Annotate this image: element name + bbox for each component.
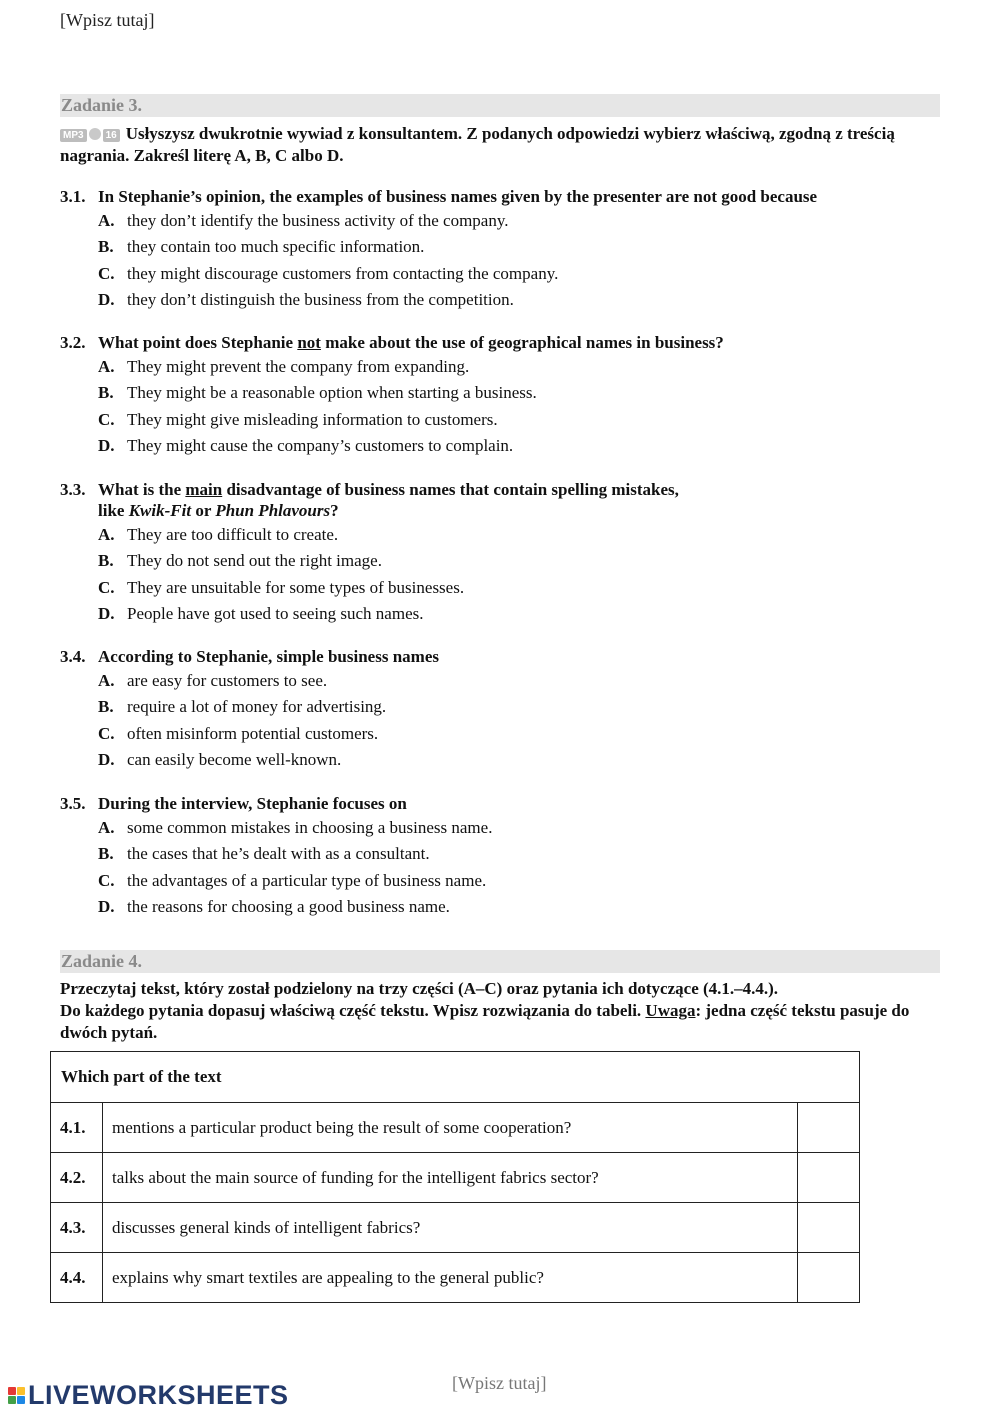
option-d[interactable]: D. can easily become well-known. [98, 749, 342, 769]
option-b[interactable]: B. they contain too much specific information. [98, 237, 425, 257]
question-3-1 [60, 186, 940, 313]
row-number: 4.1. [51, 1103, 103, 1153]
table-row [51, 1253, 860, 1303]
footer-placeholder[interactable]: [Wpisz tutaj] [452, 1373, 547, 1393]
table-header-row [51, 1052, 860, 1103]
question-stem: According to Stephanie, simple business names [98, 647, 439, 666]
question-number: 3.4. [60, 647, 86, 666]
task4-title: Zadanie 4. [60, 950, 940, 973]
header-placeholder[interactable]: [Wpisz tutaj] [60, 10, 155, 30]
row-question: explains why smart textiles are appealing to the general public? [103, 1253, 798, 1303]
option-b[interactable]: B. require a lot of money for advertising. [98, 697, 387, 717]
mp3-badge: MP3 [60, 129, 87, 142]
question-stem: In Stephanie’s opinion, the examples of business names given by the presenter are not good because [98, 187, 818, 206]
row-number: 4.4. [51, 1253, 103, 1303]
audio-track-icon [60, 122, 120, 144]
track-number: 16 [103, 129, 120, 142]
option-a[interactable]: A. They are too difficult to create. [98, 525, 339, 544]
table-row [51, 1203, 860, 1253]
question-number: 3.5. [60, 794, 86, 813]
option-c[interactable]: C. the advantages of a particular type of business name. [98, 870, 487, 890]
option-b[interactable]: B. They might be a reasonable option when starting a business. [98, 383, 537, 403]
row-question: mentions a particular product being the result of some cooperation? [103, 1103, 798, 1153]
row-number: 4.2. [51, 1153, 103, 1203]
task4-instruction: Przeczytaj tekst, który został podzielony na trzy części (A–C) oraz pytania ich dotyczące (4.1.–4.4.). Do każdego pytania dopasuj właściwą część tekstu. Wpisz rozwiązania do tabeli. Uwaga: jedna część tekstu pasuje do dwóch pytań. [60, 979, 910, 1042]
row-question: discusses general kinds of intelligent fabrics? [103, 1203, 798, 1253]
option-c[interactable]: C. They are unsuitable for some types of businesses. [98, 577, 465, 597]
task3-instruction-text: Usłyszysz dwukrotnie wywiad z konsultantem. Z podanych odpowiedzi wybierz właściwą, zgodną z treścią nagrania. Zakreśl literę A, B, C albo D. [60, 124, 895, 165]
table-row [51, 1153, 860, 1203]
question-stem: During the interview, Stephanie focuses on [98, 794, 407, 813]
option-c[interactable]: C. They might give misleading information to customers. [98, 409, 498, 429]
answer-cell-4-4[interactable] [798, 1253, 860, 1303]
row-number: 4.3. [51, 1203, 103, 1253]
emphasis-not: not [297, 333, 321, 352]
matching-table [50, 1051, 860, 1303]
note-label: Uwaga [645, 1001, 696, 1020]
option-c[interactable]: C. they might discourage customers from contacting the company. [98, 263, 559, 283]
task3-title: Zadanie 3. [60, 94, 940, 117]
option-d[interactable]: D. the reasons for choosing a good business name. [98, 896, 450, 916]
table-row [51, 1103, 860, 1153]
answer-cell-4-2[interactable] [798, 1153, 860, 1203]
option-a[interactable]: A. are easy for customers to see. [98, 671, 328, 690]
option-b[interactable]: B. They do not send out the right image. [98, 551, 382, 571]
question-3-4 [60, 646, 940, 773]
option-a[interactable]: A. They might prevent the company from expanding. [98, 357, 470, 376]
logo-mark-icon [8, 1387, 25, 1404]
option-b[interactable]: B. the cases that he’s dealt with as a consultant. [98, 844, 430, 864]
option-c[interactable]: C. often misinform potential customers. [98, 723, 379, 743]
question-3-3: 3.3. What is the main disadvantage of business names that contain spelling mistakes, like Kwik-Fit or Phun Phlavours? A. They are too difficult to create. B. They do not send out the right image. C. They are unsuitable for some types of businesses. D. People have got used to seeing such names. [60, 479, 940, 627]
liveworksheets-logo[interactable] [8, 1381, 289, 1409]
emphasis-main: main [185, 480, 223, 499]
question-3-2: 3.2. What point does Stephanie not make about the use of geographical names in business? A. They might prevent the company from expanding. B. They might be a reasonable option when starting a business. C. They might give misleading information to customers. D. They might cause the company’s customers to complain. [60, 332, 940, 459]
logo-text: LIVEWORKSHEETS [28, 1379, 289, 1410]
option-d[interactable]: D. People have got used to seeing such names. [98, 603, 424, 623]
question-number: 3.2. [60, 333, 86, 352]
option-a[interactable]: A. some common mistakes in choosing a business name. [98, 818, 493, 837]
question-3-5 [60, 793, 940, 920]
question-number: 3.3. [60, 480, 86, 499]
answer-cell-4-1[interactable] [798, 1103, 860, 1153]
question-number: 3.1. [60, 187, 86, 206]
answer-cell-4-3[interactable] [798, 1203, 860, 1253]
disc-icon [89, 128, 101, 140]
table-header: Which part of the text [51, 1052, 860, 1103]
option-d[interactable]: D. They might cause the company’s customers to complain. [98, 435, 514, 455]
task3-instruction [60, 122, 940, 167]
option-a[interactable]: A. they don’t identify the business activity of the company. [98, 211, 509, 230]
option-d[interactable]: D. they don’t distinguish the business from the competition. [98, 289, 514, 309]
row-question: talks about the main source of funding for the intelligent fabrics sector? [103, 1153, 798, 1203]
